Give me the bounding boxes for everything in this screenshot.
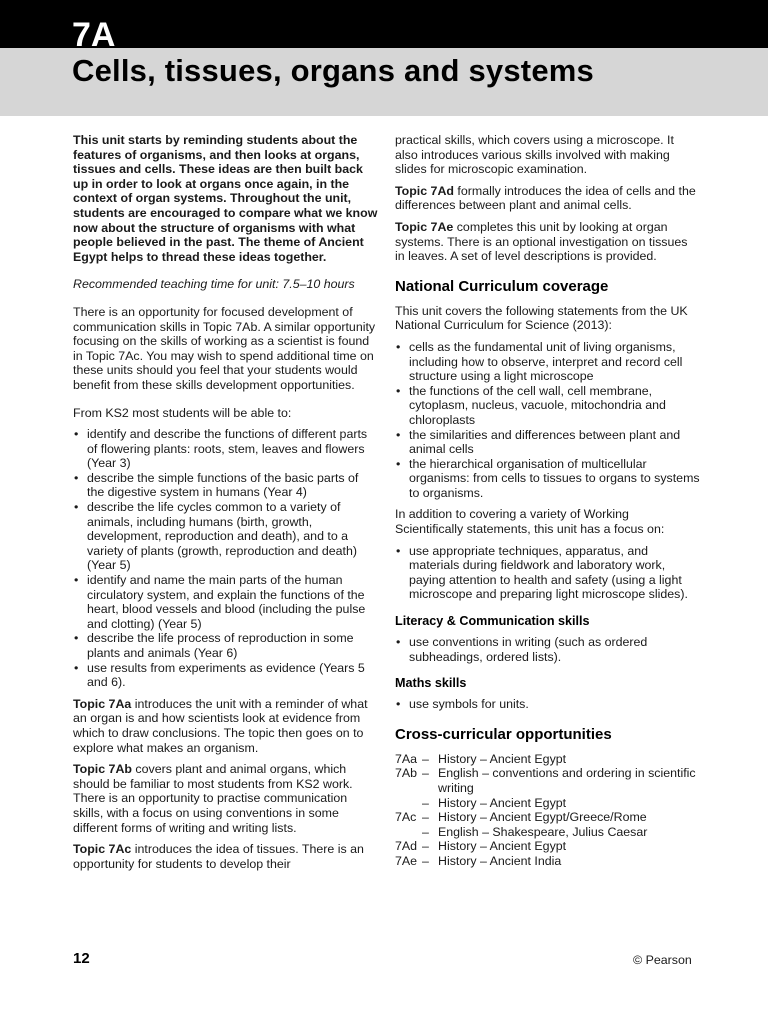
- cc-heading: Cross-curricular opportunities: [395, 725, 612, 743]
- list-item-text: the functions of the cell wall, cell membrane, cytoplasm, nucleus, vacuole, mitochondria and chloroplasts: [409, 383, 666, 427]
- cc-text: History – Ancient Egypt: [438, 795, 567, 810]
- list-item-text: use symbols for units.: [409, 697, 529, 712]
- bullet-icon: •: [396, 383, 401, 398]
- topic-label: Topic 7Ae: [395, 219, 454, 234]
- cc-code: 7Ad: [395, 839, 418, 854]
- cc-code: 7Ae: [395, 853, 418, 868]
- bullet-icon: •: [396, 697, 401, 712]
- copyright: © Pearson: [633, 953, 692, 967]
- maths-list: [395, 697, 700, 712]
- cc-dash: –: [422, 795, 429, 810]
- topic-text: introduces the unit with a reminder of what an organ is and how scientists look at evidence from which to draw conclusions. The topic then goes on to explore what makes an organism.: [73, 696, 368, 755]
- page-title: Cells, tissues, organs and systems: [72, 53, 594, 88]
- topic-label: Topic 7Aa: [73, 696, 132, 711]
- continuation-paragraph: practical skills, which covers using a microscope. It also introduces various skills involved with making slides for microscopic examination.: [395, 133, 674, 177]
- list-item: [73, 661, 378, 690]
- list-item-text: the similarities and differences between plant and animal cells: [409, 427, 681, 457]
- list-item-text: use conventions in writing (such as ordered subheadings, ordered lists).: [409, 635, 648, 664]
- page-number: 12: [73, 950, 90, 967]
- bullet-icon: •: [74, 470, 79, 485]
- list-item: [73, 471, 378, 500]
- ks2-intro: From KS2 most students will be able to:: [73, 405, 292, 420]
- literacy-heading: Literacy & Communication skills: [395, 614, 590, 629]
- right-column: [395, 133, 700, 869]
- cc-code: [395, 825, 422, 840]
- table-row: [395, 810, 700, 825]
- list-item-text: describe the life cycles common to a variety of animals, including humans (birth, growth, development, reproduction and death), and to a variety of plants (growth, reproduction and death) (Year 5): [87, 500, 357, 573]
- cc-dash: –: [422, 810, 429, 825]
- bullet-icon: •: [74, 660, 79, 675]
- topic-text: formally introduces the idea of cells and the differences between plant and animal cells.: [395, 183, 696, 213]
- list-item: [73, 427, 378, 471]
- cc-code: 7Ac: [395, 810, 417, 825]
- list-item: [73, 631, 378, 660]
- cc-text: History – Ancient India: [438, 853, 562, 868]
- opportunity-paragraph: There is an opportunity for focused development of communication skills in Topic 7Ab. A similar opportunity focusing on the skills of working as a scientist is found in Topic 7Ac. You may wish to spend additional time on these units should you feel that your students would benefit from these skills development opportunities.: [73, 304, 376, 392]
- list-item-text: the hierarchical organisation of multicellular organisms: from cells to tissues to organs to systems to organisms.: [409, 456, 700, 500]
- bullet-icon: •: [396, 427, 401, 442]
- list-item-text: identify and describe the functions of different parts of flowering plants: roots, stem, leaves and flowers (Year 3): [87, 427, 368, 471]
- topic-7ae-paragraph: [395, 220, 700, 264]
- list-item: [395, 544, 700, 602]
- table-row: [395, 825, 700, 840]
- nc-heading: National Curriculum coverage: [395, 277, 609, 295]
- cc-text: History – Ancient Egypt: [438, 751, 567, 766]
- list-item: [395, 428, 700, 457]
- table-row: [395, 752, 700, 767]
- ws-list: [395, 544, 700, 602]
- ks2-list: [73, 427, 378, 690]
- cc-code: 7Ab: [395, 766, 418, 781]
- list-item: [395, 635, 700, 664]
- teaching-time: Recommended teaching time for unit: 7.5–10 hours: [73, 277, 355, 292]
- topic-label: Topic 7Ab: [73, 762, 132, 777]
- cc-dash: –: [422, 853, 429, 868]
- list-item-text: use appropriate techniques, apparatus, and materials during fieldwork and laboratory work, paying attention to health and safety (using a light microscope and preparing light microscope slides).: [409, 543, 688, 602]
- cc-dash: –: [422, 766, 429, 781]
- cc-dash: –: [422, 824, 429, 839]
- cc-code: [395, 796, 422, 811]
- unit-code: 7A: [72, 16, 116, 54]
- list-item-text: cells as the fundamental unit of living organisms, including how to observe, interpret and record cell structure using a light microscope: [409, 339, 683, 384]
- maths-heading: Maths skills: [395, 676, 467, 691]
- cc-dash: –: [422, 751, 429, 766]
- bullet-icon: •: [74, 427, 79, 442]
- topic-7ac-paragraph: [73, 842, 378, 871]
- cc-text: History – Ancient Egypt/Greece/Rome: [438, 810, 647, 825]
- literacy-list: [395, 635, 700, 664]
- list-item: [395, 697, 700, 712]
- list-item: [73, 500, 378, 573]
- list-item-text: identify and name the main parts of the human circulatory system, and explain the functions of the heart, blood vessels and blood (including the pulse and clotting) (Year 5): [87, 573, 366, 631]
- left-column: [73, 133, 378, 878]
- bullet-icon: •: [74, 573, 79, 588]
- list-item: [395, 457, 700, 501]
- bullet-icon: •: [74, 500, 79, 515]
- topic-text: covers plant and animal organs, which should be familiar to most students from KS2 work. There is an opportunity to practise communication skills, with a focus on using conventions in some different forms of writing and writing lists.: [73, 762, 353, 835]
- cc-code: 7Aa: [395, 751, 418, 766]
- list-item-text: describe the life process of reproduction in some plants and animals (Year 6): [87, 631, 354, 660]
- list-item-text: describe the simple functions of the basic parts of the digestive system in humans (Year 4): [87, 470, 359, 500]
- bullet-icon: •: [396, 635, 401, 650]
- nc-intro: This unit covers the following statements from the UK National Curriculum for Science (2013):: [395, 303, 688, 333]
- topic-text: introduces the idea of tissues. There is an opportunity for students to develop their: [73, 842, 364, 871]
- topic-text: completes this unit by looking at organ systems. There is an optional investigation on tissues in leaves. A set of level descriptions is provided.: [395, 219, 688, 264]
- topic-7ab-paragraph: [73, 762, 378, 835]
- table-row: [395, 796, 700, 811]
- list-item: [395, 340, 700, 384]
- bullet-icon: •: [396, 543, 401, 558]
- table-row: [395, 854, 700, 869]
- list-item-text: use results from experiments as evidence (Years 5 and 6).: [87, 660, 365, 690]
- list-item: [395, 384, 700, 428]
- table-row: [395, 766, 700, 795]
- topic-7ad-paragraph: [395, 184, 700, 213]
- cc-text: History – Ancient Egypt: [438, 839, 567, 854]
- bullet-icon: •: [396, 456, 401, 471]
- cc-text: English – conventions and ordering in scientific writing: [438, 766, 696, 795]
- cc-text: English – Shakespeare, Julius Caesar: [438, 824, 648, 839]
- topic-7aa-paragraph: [73, 697, 378, 755]
- bullet-icon: •: [396, 339, 401, 354]
- intro-paragraph: This unit starts by reminding students about the features of organisms, and then looks at organs, tissues and cells. These ideas are then built back up in order to look at organs once again, in the context of organ systems. Throughout the unit, students are encouraged to compare what we know now about the structure of organisms with what people believed in the past. The theme of Ancient Egypt helps to thread these ideas together.: [73, 133, 378, 264]
- ws-intro: In addition to covering a variety of Working Scientifically statements, this unit has a focus on:: [395, 507, 665, 537]
- cc-dash: –: [422, 839, 429, 854]
- list-item: [73, 573, 378, 631]
- topic-label: Topic 7Ac: [73, 842, 132, 857]
- bullet-icon: •: [74, 631, 79, 646]
- topic-label: Topic 7Ad: [395, 183, 454, 198]
- nc-list: [395, 340, 700, 501]
- cc-table: [395, 752, 700, 869]
- table-row: [395, 839, 700, 854]
